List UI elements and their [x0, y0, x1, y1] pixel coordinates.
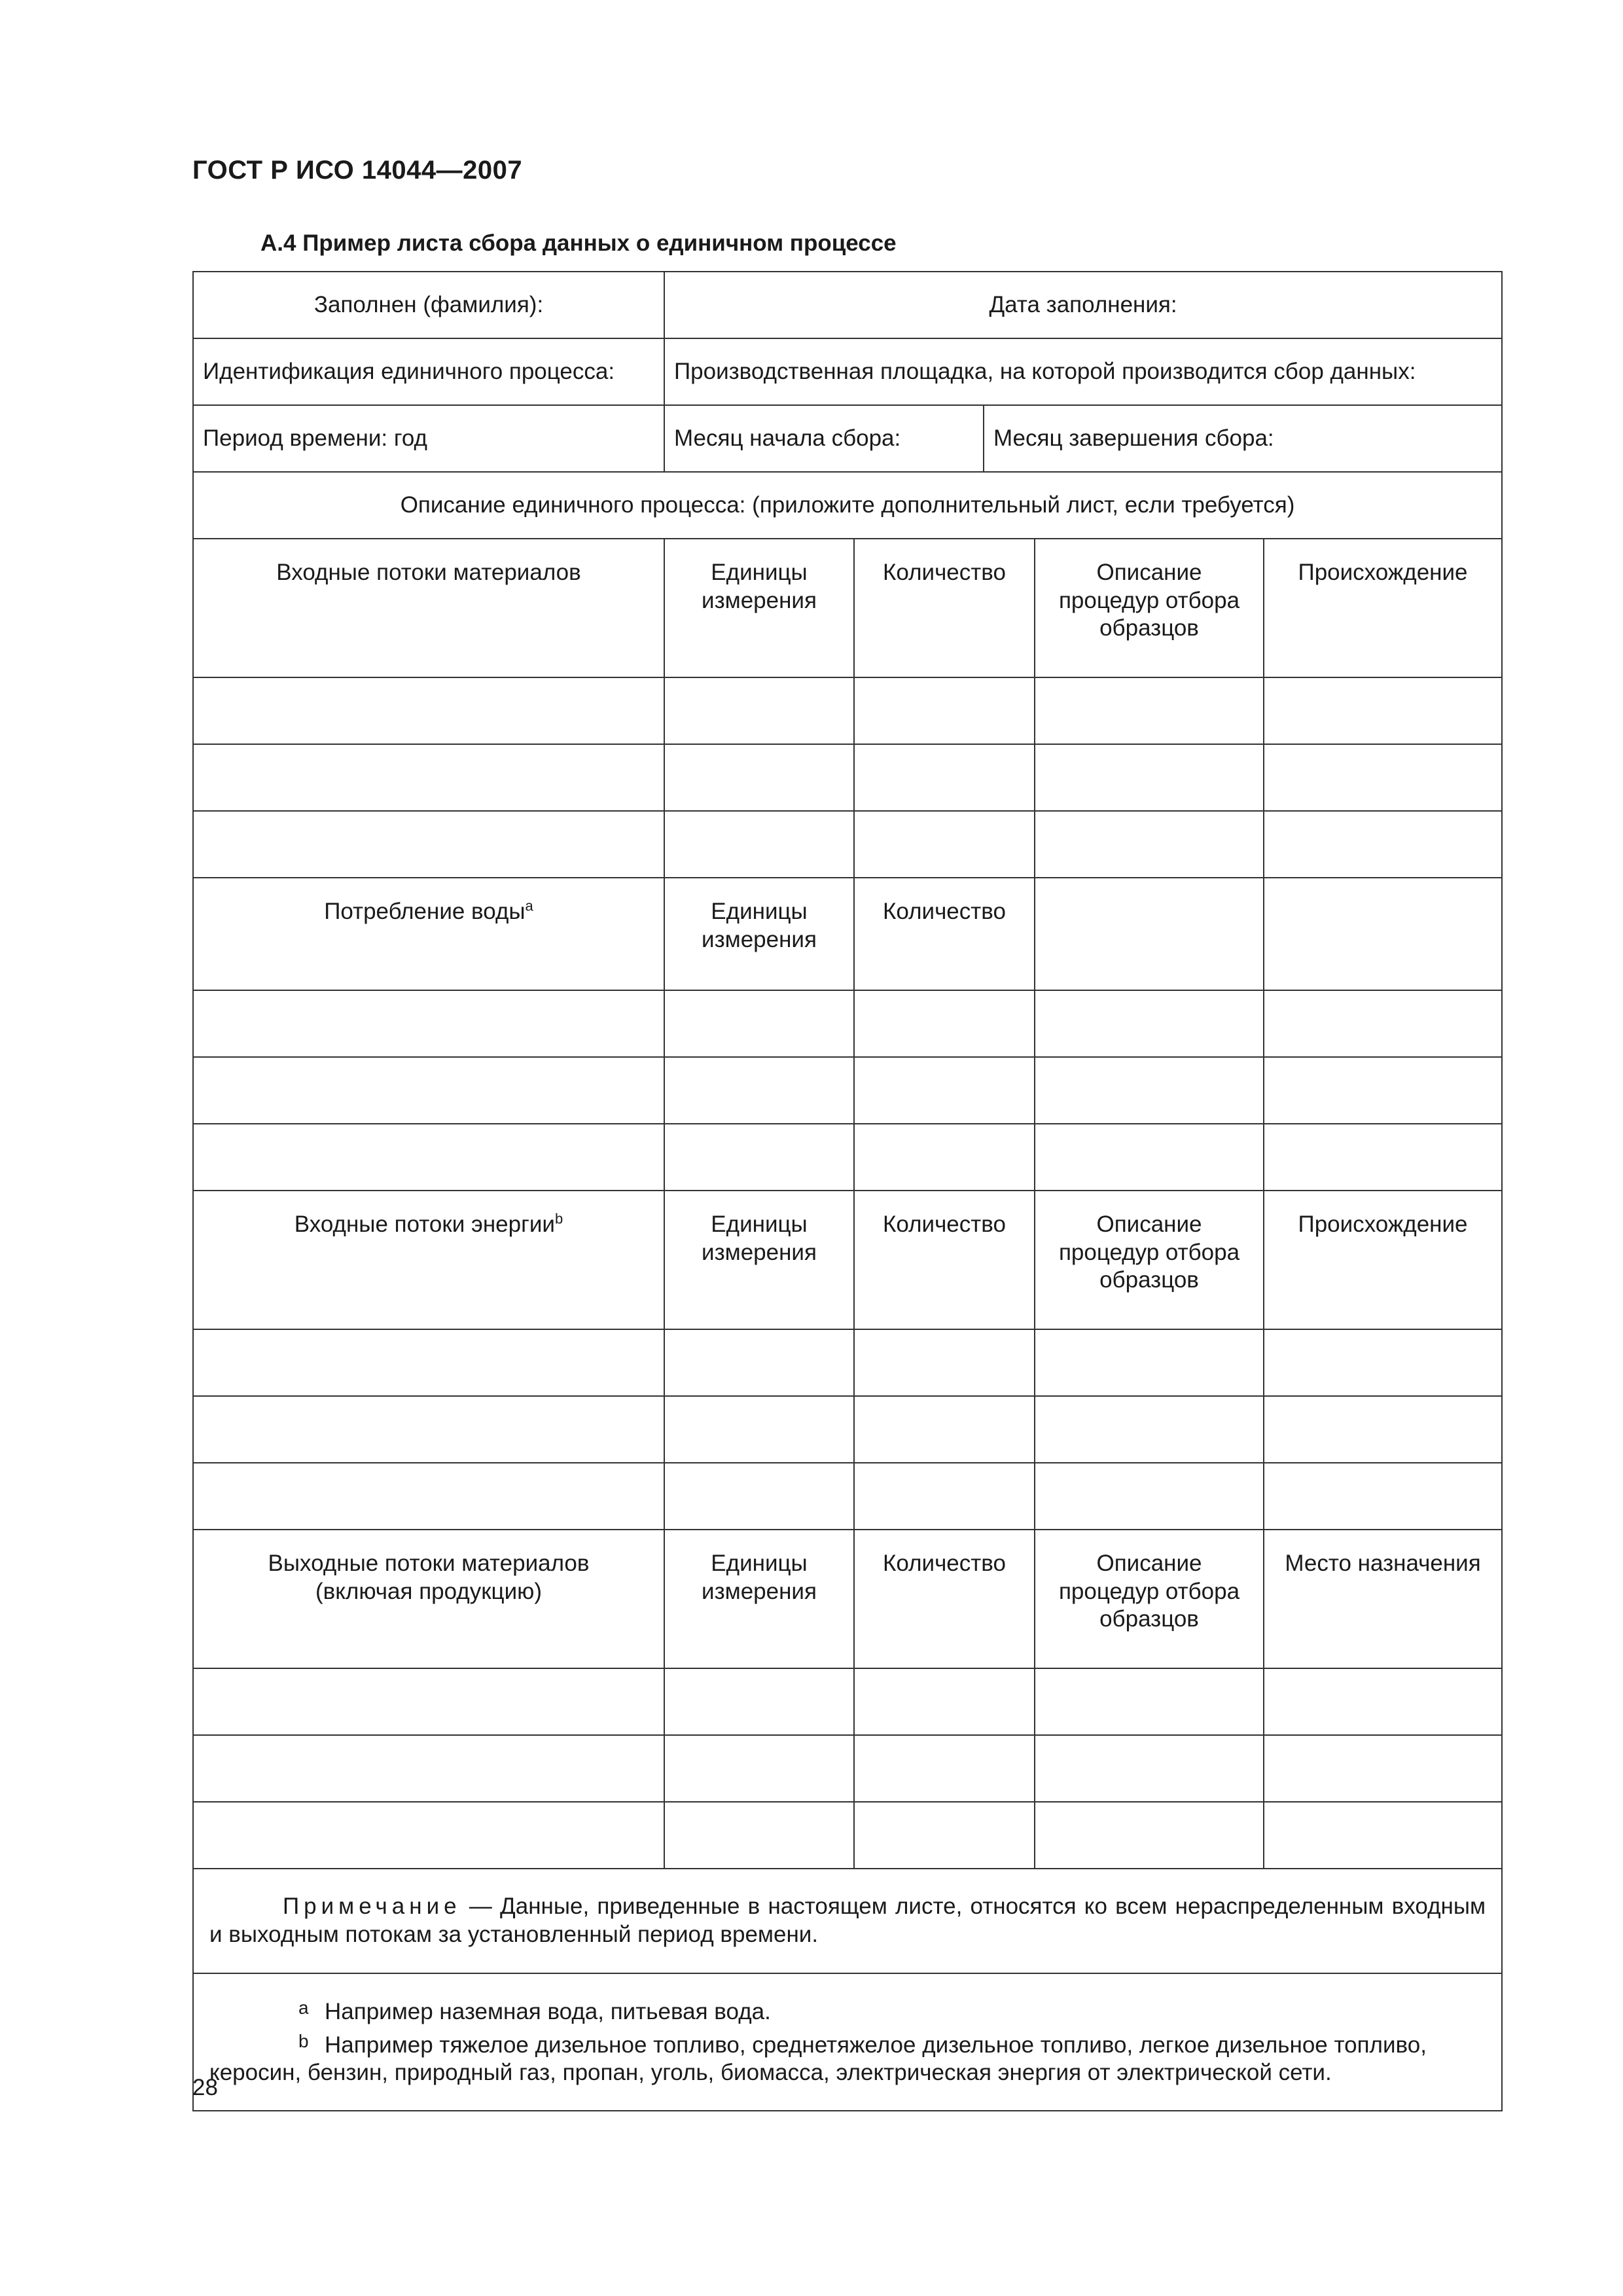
table-cell[interactable] [854, 990, 1035, 1057]
table-cell[interactable] [664, 1802, 854, 1869]
table-cell[interactable] [1035, 1463, 1264, 1530]
table-cell[interactable] [854, 1668, 1035, 1735]
footnotes-row [193, 1973, 1502, 2111]
table-row [193, 1396, 1502, 1463]
water-header [193, 878, 1502, 990]
energy-inputs-origin: Происхождение [1264, 1191, 1502, 1329]
table-cell [1035, 878, 1264, 990]
footnote-b [209, 2030, 1486, 2087]
table-cell[interactable] [854, 1057, 1035, 1124]
table-cell[interactable] [854, 1124, 1035, 1191]
table-cell[interactable] [1264, 1735, 1502, 1802]
table-cell[interactable] [664, 677, 854, 744]
table-cell[interactable] [193, 677, 664, 744]
description-field[interactable]: Описание единичного процесса: (приложите дополнительный лист, если требуется) [193, 472, 1502, 539]
footnote-a [209, 1997, 1486, 2026]
table-cell[interactable] [193, 1396, 664, 1463]
table-cell[interactable] [1035, 1735, 1264, 1802]
form-row-description [193, 472, 1502, 539]
table-cell[interactable] [664, 1396, 854, 1463]
filled-by-field[interactable]: Заполнен (фамилия): [193, 272, 664, 338]
form-row-period [193, 405, 1502, 472]
data-collection-sheet [192, 271, 1503, 2111]
table-cell[interactable] [1035, 1057, 1264, 1124]
table-cell[interactable] [854, 1735, 1035, 1802]
table-cell[interactable] [1035, 1668, 1264, 1735]
table-row [193, 990, 1502, 1057]
end-month-field[interactable]: Месяц завершения сбора: [984, 405, 1502, 472]
material-outputs-title-line2: (включая продукцию) [315, 1578, 543, 1604]
note-text: — Данные, приведенные в настоящем листе, относятся ко всем нераспределенным входным и выходным потокам за установленный период времени. [209, 1893, 1486, 1947]
water-units: Единицы измерения [664, 878, 854, 990]
table-row [193, 1802, 1502, 1869]
energy-inputs-header [193, 1191, 1502, 1329]
table-cell[interactable] [664, 1735, 854, 1802]
note-label: Примечание [283, 1893, 461, 1920]
footnote-b-mark: b [298, 2030, 309, 2051]
table-cell[interactable] [664, 1057, 854, 1124]
table-cell[interactable] [193, 1668, 664, 1735]
table-row [193, 1329, 1502, 1396]
table-row [193, 677, 1502, 744]
table-cell[interactable] [1264, 1124, 1502, 1191]
period-field[interactable]: Период времени: год [193, 405, 664, 472]
table-row [193, 1735, 1502, 1802]
material-outputs-sampling: Описание процедур отбора образцов [1035, 1530, 1264, 1668]
note-row [193, 1869, 1502, 1973]
table-cell[interactable] [1035, 811, 1264, 878]
material-outputs-title [193, 1530, 664, 1668]
table-row [193, 1668, 1502, 1735]
table-cell[interactable] [193, 990, 664, 1057]
water-footnote-marker: a [525, 897, 533, 914]
note-cell [193, 1869, 1502, 1973]
energy-footnote-marker: b [554, 1210, 563, 1227]
table-cell[interactable] [193, 1124, 664, 1191]
table-cell[interactable] [1264, 1668, 1502, 1735]
water-quantity: Количество [854, 878, 1035, 990]
table-cell[interactable] [854, 1463, 1035, 1530]
fill-date-field[interactable]: Дата заполнения: [664, 272, 1502, 338]
table-cell[interactable] [193, 811, 664, 878]
table-row [193, 744, 1502, 811]
table-cell[interactable] [664, 990, 854, 1057]
page-number: 28 [192, 2075, 218, 2100]
form-row-identification [193, 338, 1502, 405]
table-row [193, 1057, 1502, 1124]
table-cell[interactable] [1264, 1329, 1502, 1396]
material-inputs-quantity: Количество [854, 539, 1035, 677]
footnotes-cell [193, 1973, 1502, 2111]
material-outputs-units: Единицы измерения [664, 1530, 854, 1668]
table-cell[interactable] [1264, 1057, 1502, 1124]
energy-inputs-quantity: Количество [854, 1191, 1035, 1329]
table-cell[interactable] [664, 1124, 854, 1191]
energy-inputs-sampling: Описание процедур отбора образцов [1035, 1191, 1264, 1329]
table-cell[interactable] [664, 744, 854, 811]
table-cell[interactable] [193, 1463, 664, 1530]
table-cell[interactable] [1035, 1802, 1264, 1869]
material-outputs-destination: Место назначения [1264, 1530, 1502, 1668]
table-cell[interactable] [1264, 811, 1502, 878]
material-inputs-sampling: Описание процедур отбора образцов [1035, 539, 1264, 677]
energy-inputs-title-text: Входные потоки энергии [294, 1211, 555, 1237]
table-cell[interactable] [854, 1802, 1035, 1869]
table-cell[interactable] [1264, 1396, 1502, 1463]
water-title [193, 878, 664, 990]
table-cell[interactable] [854, 677, 1035, 744]
energy-inputs-units: Единицы измерения [664, 1191, 854, 1329]
energy-inputs-title [193, 1191, 664, 1329]
footnote-b-text: Например тяжелое дизельное топливо, среднетяжелое дизельное топливо, легкое дизельное топливо, керосин, бензин, природный газ, пропан, уголь, биомасса, электрическая энергия от электрической сети. [209, 2032, 1427, 2086]
table-cell[interactable] [1264, 990, 1502, 1057]
table-cell[interactable] [193, 1735, 664, 1802]
table-cell[interactable] [193, 1802, 664, 1869]
table-cell[interactable] [1035, 1396, 1264, 1463]
table-cell[interactable] [664, 1668, 854, 1735]
table-cell[interactable] [1264, 744, 1502, 811]
document-header: ГОСТ Р ИСО 14044—2007 [192, 156, 523, 185]
table-cell[interactable] [193, 744, 664, 811]
table-cell [1264, 878, 1502, 990]
material-outputs-header [193, 1530, 1502, 1668]
table-cell[interactable] [1035, 744, 1264, 811]
table-cell[interactable] [1035, 1329, 1264, 1396]
water-title-text: Потребление воды [324, 899, 526, 924]
table-cell[interactable] [664, 811, 854, 878]
table-cell[interactable] [664, 1463, 854, 1530]
table-cell[interactable] [1264, 677, 1502, 744]
table-row [193, 1124, 1502, 1191]
process-id-field[interactable]: Идентификация единичного процесса: [193, 338, 664, 405]
table-row [193, 811, 1502, 878]
table-cell[interactable] [1264, 1802, 1502, 1869]
material-outputs-title-line1: Выходные потоки материалов [268, 1551, 590, 1576]
material-outputs-quantity: Количество [854, 1530, 1035, 1668]
material-inputs-origin: Происхождение [1264, 539, 1502, 677]
start-month-field[interactable]: Месяц начала сбора: [664, 405, 984, 472]
table-cell[interactable] [1264, 1463, 1502, 1530]
table-cell[interactable] [1035, 1124, 1264, 1191]
table-cell[interactable] [854, 1396, 1035, 1463]
table-cell[interactable] [664, 1329, 854, 1396]
form-row-author [193, 272, 1502, 338]
table-cell[interactable] [854, 811, 1035, 878]
table-cell[interactable] [854, 1329, 1035, 1396]
section-title: А.4 Пример листа сбора данных о единичном процессе [260, 230, 897, 256]
table-cell[interactable] [1035, 677, 1264, 744]
material-inputs-header [193, 539, 1502, 677]
table-cell[interactable] [1035, 990, 1264, 1057]
table-row [193, 1463, 1502, 1530]
material-inputs-units: Единицы измерения [664, 539, 854, 677]
site-field[interactable]: Производственная площадка, на которой производится сбор данных: [664, 338, 1502, 405]
material-inputs-title: Входные потоки материалов [193, 539, 664, 677]
footnote-a-text: Например наземная вода, питьевая вода. [325, 1998, 771, 2024]
table-cell[interactable] [854, 744, 1035, 811]
table-cell[interactable] [193, 1057, 664, 1124]
table-cell[interactable] [193, 1329, 664, 1396]
footnote-a-mark: a [298, 1997, 309, 2018]
